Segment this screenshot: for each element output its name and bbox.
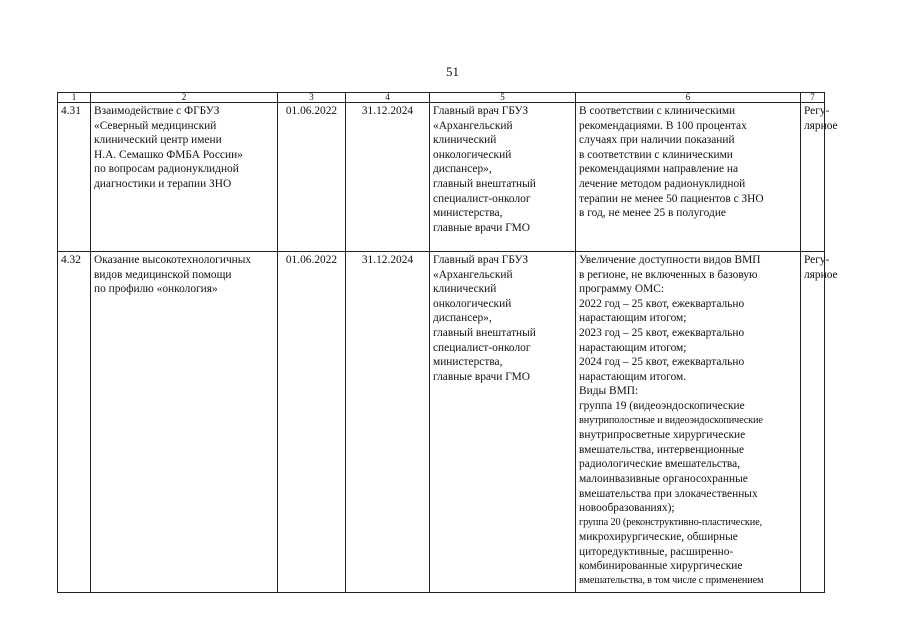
activity-line: диагностики и терапии ЗНО bbox=[94, 177, 232, 190]
result-cell bbox=[576, 103, 801, 252]
responsible-line: онкологический bbox=[433, 297, 512, 310]
result-line: случаях при наличии показаний bbox=[579, 134, 735, 147]
result-line: рекомендациями. В 100 процентах bbox=[579, 119, 747, 132]
row-number: 4.31 bbox=[58, 103, 91, 252]
result-cell bbox=[576, 252, 801, 593]
end-date: 31.12.2024 bbox=[346, 103, 430, 252]
result-line: внутриполостные и видеоэндоскопические bbox=[579, 414, 763, 426]
responsible-line: Главный врач ГБУЗ bbox=[433, 105, 529, 117]
start-date: 01.06.2022 bbox=[278, 103, 346, 252]
result-line: группа 19 (видеоэндоскопические bbox=[579, 399, 745, 412]
result-line: рекомендациями направление на bbox=[579, 163, 739, 176]
result-line: группа 20 (реконструктивно-пластические, bbox=[579, 516, 762, 528]
activity-line: клинический центр имени bbox=[94, 134, 222, 147]
activity-line: по вопросам радионуклидной bbox=[94, 163, 239, 176]
result-line: микрохирургические, обширные bbox=[579, 531, 738, 544]
start-date: 01.06.2022 bbox=[278, 252, 346, 593]
activity-line: по профилю «онкология» bbox=[94, 283, 218, 296]
result-line: вмешательства, в том числе с применением bbox=[579, 575, 764, 587]
result-line: 2023 год – 25 квот, ежеквартально bbox=[579, 326, 745, 339]
periodicity-line: Регу- bbox=[804, 254, 830, 266]
header-col-1: 1 bbox=[58, 93, 91, 103]
activity-line: видов медицинской помощи bbox=[94, 268, 232, 281]
page-number: 51 bbox=[446, 64, 459, 79]
responsible-line: министерства, bbox=[433, 207, 503, 220]
responsible-line: главный внештатный bbox=[433, 326, 536, 339]
periodicity-cell bbox=[801, 252, 838, 593]
responsible-line: министерства, bbox=[433, 356, 503, 369]
responsible-line: клинический bbox=[433, 283, 497, 296]
measures-table bbox=[57, 92, 838, 593]
result-line: В соответствии с клиническими bbox=[579, 105, 736, 117]
responsible-line: клинический bbox=[433, 134, 497, 147]
result-line: нарастающим итогом. bbox=[579, 370, 687, 383]
responsible-line: «Архангельский bbox=[433, 119, 513, 132]
result-line: внутрипросветные хирургические bbox=[579, 429, 746, 442]
result-line: программу ОМС: bbox=[579, 283, 664, 296]
header-col-5: 5 bbox=[430, 93, 576, 103]
header-col-6: 6 bbox=[576, 93, 801, 103]
result-line: радиологические вмешательства, bbox=[579, 458, 741, 471]
responsible-line: главные врачи ГМО bbox=[433, 221, 530, 234]
result-line: терапии не менее 50 пациентов с ЗНО bbox=[579, 192, 764, 205]
responsible-line: диспансер», bbox=[433, 312, 492, 325]
responsible-line: специалист-онколог bbox=[433, 341, 531, 354]
result-line: лечение методом радионуклидной bbox=[579, 177, 746, 190]
responsible-line: онкологический bbox=[433, 148, 512, 161]
result-line: малоинвазивные органосохранные bbox=[579, 472, 748, 485]
header-col-7: 7 bbox=[801, 93, 825, 103]
responsible-cell bbox=[430, 103, 576, 252]
header-row bbox=[58, 93, 825, 103]
responsible-line: главный внештатный bbox=[433, 177, 536, 190]
table-row bbox=[58, 103, 825, 252]
activity-cell bbox=[91, 103, 278, 252]
periodicity-cell bbox=[801, 103, 838, 252]
periodicity-line: Регу- bbox=[804, 105, 830, 117]
activity-cell bbox=[91, 252, 278, 593]
activity-line: «Северный медицинский bbox=[94, 119, 217, 132]
result-line: Увеличение доступности видов ВМП bbox=[579, 254, 761, 266]
header-col-4: 4 bbox=[346, 93, 430, 103]
result-line: в год, не менее 25 в полугодие bbox=[579, 207, 726, 220]
header-col-2: 2 bbox=[91, 93, 278, 103]
activity-line: Взаимодействие с ФГБУЗ bbox=[94, 105, 220, 117]
responsible-line: диспансер», bbox=[433, 163, 492, 176]
row-number: 4.32 bbox=[58, 252, 91, 593]
responsible-line: «Архангельский bbox=[433, 268, 513, 281]
periodicity-line: лярное bbox=[804, 268, 838, 281]
result-line: комбинированные хирургические bbox=[579, 560, 743, 573]
result-line: вмешательства при злокачественных bbox=[579, 487, 758, 500]
header-col-3: 3 bbox=[278, 93, 346, 103]
result-line: новообразованиях); bbox=[579, 502, 675, 515]
activity-line: Н.А. Семашко ФМБА России» bbox=[94, 148, 243, 161]
table-row bbox=[58, 252, 825, 593]
activity-line: Оказание высокотехнологичных bbox=[94, 254, 252, 266]
responsible-cell bbox=[430, 252, 576, 593]
responsible-line: Главный врач ГБУЗ bbox=[433, 254, 529, 266]
result-line: нарастающим итогом; bbox=[579, 341, 687, 354]
result-line: вмешательства, интервенционные bbox=[579, 443, 745, 456]
periodicity-line: лярное bbox=[804, 119, 838, 132]
result-line: в регионе, не включенных в базовую bbox=[579, 268, 758, 281]
result-line: Виды ВМП: bbox=[579, 385, 639, 398]
result-line: нарастающим итогом; bbox=[579, 312, 687, 325]
end-date: 31.12.2024 bbox=[346, 252, 430, 593]
responsible-line: специалист-онколог bbox=[433, 192, 531, 205]
result-line: в соответствии с клиническими bbox=[579, 148, 733, 161]
result-line: циторедуктивные, расширенно- bbox=[579, 545, 734, 558]
result-line: 2024 год – 25 квот, ежеквартально bbox=[579, 356, 745, 369]
responsible-line: главные врачи ГМО bbox=[433, 370, 530, 383]
result-line: 2022 год – 25 квот, ежеквартально bbox=[579, 297, 745, 310]
